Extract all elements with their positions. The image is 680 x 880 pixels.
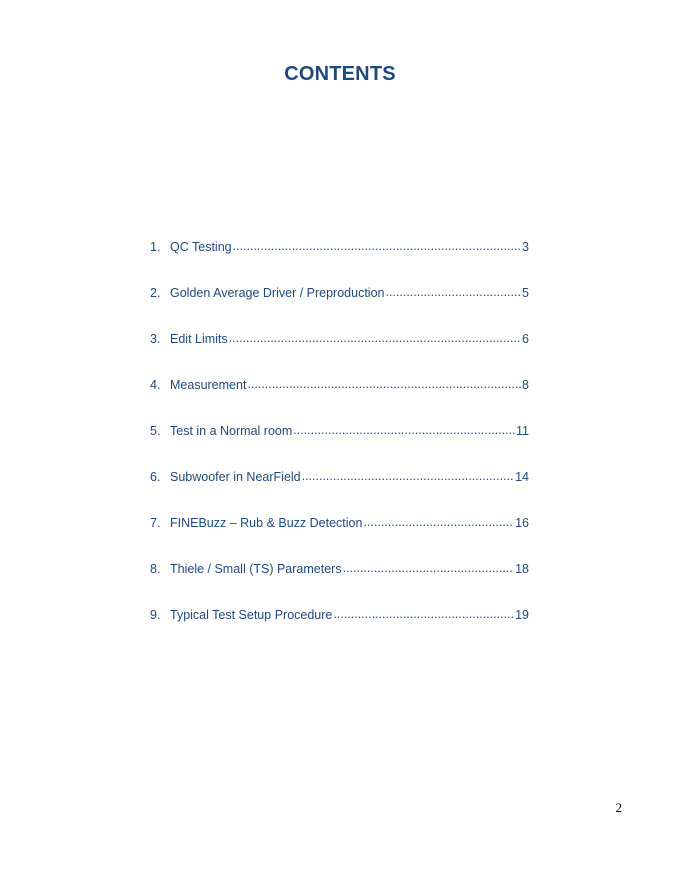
toc-entry-number: 5.	[150, 423, 161, 438]
page-number: 2	[615, 800, 622, 815]
toc-dot-leader	[333, 606, 514, 619]
toc-dot-leader	[233, 238, 521, 251]
toc-entry-number: 3.	[150, 331, 161, 346]
toc-dot-leader	[385, 284, 521, 297]
toc-entry-title: Measurement	[170, 377, 247, 392]
toc-entry-page: 8	[522, 377, 529, 392]
toc-entry-page: 6	[522, 331, 529, 346]
toc-entry-title: Test in a Normal room	[170, 423, 293, 438]
toc-entry-title: Typical Test Setup Procedure	[170, 607, 333, 622]
toc-entry-page: 11	[516, 423, 529, 438]
toc-entry-number: 8.	[150, 561, 161, 576]
toc-entry-number: 2.	[150, 285, 161, 300]
toc-entry-title: Thiele / Small (TS) Parameters	[170, 561, 342, 576]
toc-entry-measurement[interactable]	[150, 376, 529, 422]
toc-entry-title: FINEBuzz – Rub & Buzz Detection	[170, 515, 363, 530]
toc-entry-title: Subwoofer in NearField	[170, 469, 301, 484]
toc-entry-qc-testing[interactable]	[150, 238, 529, 284]
toc-dot-leader	[302, 468, 514, 481]
toc-entry-title: Edit Limits	[170, 331, 228, 346]
toc-entry-page: 19	[515, 607, 529, 622]
toc-entry-number: 7.	[150, 515, 161, 530]
toc-entry-page: 16	[515, 515, 529, 530]
toc-entry-page: 5	[522, 285, 529, 300]
toc-entry-subwoofer-nearfield[interactable]	[150, 468, 529, 514]
toc-entry-number: 9.	[150, 607, 161, 622]
toc-dot-leader	[247, 376, 521, 389]
toc-dot-leader	[363, 514, 514, 527]
toc-dot-leader	[293, 422, 515, 435]
contents-title: CONTENTS	[284, 63, 396, 85]
toc-entry-title: QC Testing	[170, 239, 232, 254]
toc-entry-number: 6.	[150, 469, 161, 484]
toc-dot-leader	[229, 330, 521, 343]
toc-entry-finebuzz[interactable]	[150, 514, 529, 560]
toc-entry-number: 4.	[150, 377, 161, 392]
table-of-contents	[150, 238, 529, 652]
toc-dot-leader	[343, 560, 515, 573]
toc-entry-number: 1.	[150, 239, 161, 254]
toc-entry-typical-test-setup[interactable]	[150, 606, 529, 652]
toc-entry-golden-average-driver[interactable]	[150, 284, 529, 330]
toc-entry-thiele-small[interactable]	[150, 560, 529, 606]
toc-entry-page: 14	[515, 469, 529, 484]
toc-entry-title: Golden Average Driver / Preproduction	[170, 285, 385, 300]
toc-entry-page: 3	[522, 239, 529, 254]
toc-entry-edit-limits[interactable]	[150, 330, 529, 376]
toc-entry-test-normal-room[interactable]	[150, 422, 529, 468]
toc-entry-page: 18	[515, 561, 529, 576]
